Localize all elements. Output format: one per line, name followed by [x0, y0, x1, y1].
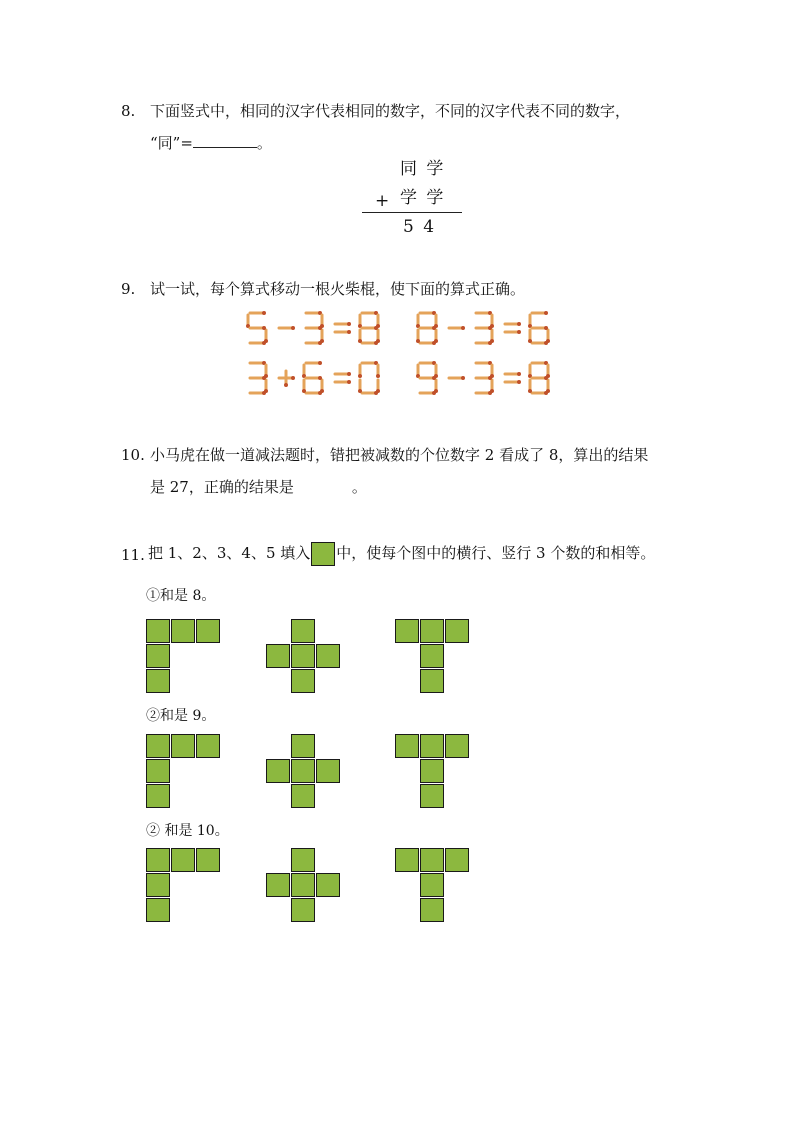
grid-cell[interactable] — [291, 759, 315, 783]
grid-cell[interactable] — [420, 644, 444, 668]
grid-cell[interactable] — [146, 898, 170, 922]
match-head — [376, 374, 380, 378]
match-head — [544, 391, 548, 395]
q11-number: 11. — [121, 546, 145, 564]
grid-cell[interactable] — [395, 848, 419, 872]
grid-cell[interactable] — [316, 644, 340, 668]
q8-vertical-row2: 学 学 — [400, 188, 446, 208]
q11-text-before: 把 1、2、3、4、5 填入 — [148, 544, 311, 562]
match-head — [262, 391, 266, 395]
grid-cell[interactable] — [146, 669, 170, 693]
grid-cell[interactable] — [420, 784, 444, 808]
match-head — [318, 361, 322, 365]
grid-cell[interactable] — [266, 644, 290, 668]
grid-cell[interactable] — [196, 848, 220, 872]
q11-text-after: 中，使每个图中的横行、竖行 3 个数的和相等。 — [336, 544, 656, 562]
q10-text-line2 — [150, 477, 367, 497]
match-head — [284, 383, 288, 387]
match-head — [544, 311, 548, 315]
match-head — [544, 341, 548, 345]
match-head — [488, 326, 492, 330]
grid-cell[interactable] — [171, 848, 195, 872]
match-head — [374, 326, 378, 330]
match-head — [432, 376, 436, 380]
match-head — [416, 339, 420, 343]
grid-cell[interactable] — [316, 759, 340, 783]
q8-text-line1: 下面竖式中，相同的汉字代表相同的数字，不同的汉字代表不同的数字， — [150, 102, 631, 120]
grid-cell[interactable] — [420, 669, 444, 693]
grid-cell[interactable] — [420, 873, 444, 897]
grid-cell[interactable] — [146, 619, 170, 643]
matchstick-equations — [240, 305, 560, 405]
match-head — [488, 341, 492, 345]
grid-cell[interactable] — [146, 644, 170, 668]
grid-cell[interactable] — [445, 734, 469, 758]
match-head — [544, 376, 548, 380]
match-head — [488, 391, 492, 395]
grid-cell[interactable] — [146, 759, 170, 783]
match-head — [347, 380, 351, 384]
grid-cell[interactable] — [266, 873, 290, 897]
q8-text-line2 — [150, 133, 272, 153]
match-head — [318, 341, 322, 345]
grid-cell[interactable] — [291, 734, 315, 758]
q11-sub2-label: ②和是 9。 — [146, 708, 216, 724]
green-square-icon — [311, 542, 335, 566]
grid-cell[interactable] — [445, 619, 469, 643]
grid-cell[interactable] — [420, 848, 444, 872]
q8-suffix: 。 — [256, 134, 272, 152]
q11-sub3-label: ② 和是 10。 — [146, 823, 229, 839]
grid-cell[interactable] — [445, 848, 469, 872]
q10-suffix: 。 — [351, 478, 367, 496]
q8-sum-rule — [362, 212, 462, 213]
match-head — [528, 389, 532, 393]
match-head — [318, 326, 322, 330]
match-head — [347, 372, 351, 376]
grid-cell[interactable] — [291, 873, 315, 897]
grid-cell[interactable] — [171, 734, 195, 758]
grid-cell[interactable] — [395, 734, 419, 758]
match-head — [262, 311, 266, 315]
q8-prefix: “同”= — [150, 134, 193, 152]
q9-number: 9. — [121, 280, 136, 298]
match-head — [517, 372, 521, 376]
match-head — [517, 322, 521, 326]
match-head — [318, 376, 322, 380]
q10-prefix: 是 27，正确的结果是 — [150, 478, 294, 496]
grid-cell[interactable] — [146, 734, 170, 758]
match-head — [318, 391, 322, 395]
match-head — [358, 389, 362, 393]
grid-cell[interactable] — [146, 848, 170, 872]
q11-text — [148, 540, 655, 566]
grid-cell[interactable] — [196, 734, 220, 758]
grid-cell[interactable] — [420, 898, 444, 922]
q9-text: 试一试，每个算式移动一根火柴棍，使下面的算式正确。 — [150, 280, 526, 298]
match-head — [291, 326, 295, 330]
q10-text-line1: 小马虎在做一道减法题时，错把被减数的个位数字 2 看成了 8，算出的结果 — [150, 446, 649, 464]
grid-cell[interactable] — [291, 669, 315, 693]
match-head — [262, 376, 266, 380]
grid-cell[interactable] — [420, 759, 444, 783]
grid-cell[interactable] — [316, 873, 340, 897]
grid-cell[interactable] — [420, 734, 444, 758]
grid-cell[interactable] — [291, 848, 315, 872]
match-head — [374, 391, 378, 395]
match-head — [291, 376, 295, 380]
match-head — [488, 376, 492, 380]
grid-cell[interactable] — [146, 784, 170, 808]
q8-vertical-result: 5 4 — [403, 217, 437, 237]
grid-cell[interactable] — [196, 619, 220, 643]
grid-cell[interactable] — [395, 619, 419, 643]
q11-sub1-label: ①和是 8。 — [146, 588, 216, 604]
grid-cell[interactable] — [291, 784, 315, 808]
q8-number: 8. — [121, 102, 136, 120]
match-head — [302, 389, 306, 393]
q8-answer-blank[interactable] — [193, 133, 257, 148]
match-head — [432, 341, 436, 345]
match-head — [432, 391, 436, 395]
match-head — [358, 339, 362, 343]
match-head — [544, 326, 548, 330]
q10-number: 10. — [121, 446, 145, 464]
match-head — [262, 326, 266, 330]
grid-cell[interactable] — [420, 619, 444, 643]
grid-cell[interactable] — [266, 759, 290, 783]
grid-cell[interactable] — [291, 898, 315, 922]
q8-plus-sign: + — [375, 191, 392, 211]
match-head — [517, 380, 521, 384]
match-head — [432, 326, 436, 330]
match-head — [461, 376, 465, 380]
match-head — [374, 341, 378, 345]
match-head — [262, 341, 266, 345]
match-head — [461, 326, 465, 330]
grid-cell[interactable] — [146, 873, 170, 897]
grid-cell[interactable] — [171, 619, 195, 643]
match-head — [528, 339, 532, 343]
match-head — [358, 374, 362, 378]
grid-cell[interactable] — [291, 619, 315, 643]
match-head — [347, 330, 351, 334]
match-head — [347, 322, 351, 326]
grid-cell[interactable] — [291, 644, 315, 668]
q8-vertical-row1: 同 学 — [400, 159, 446, 179]
match-head — [517, 330, 521, 334]
